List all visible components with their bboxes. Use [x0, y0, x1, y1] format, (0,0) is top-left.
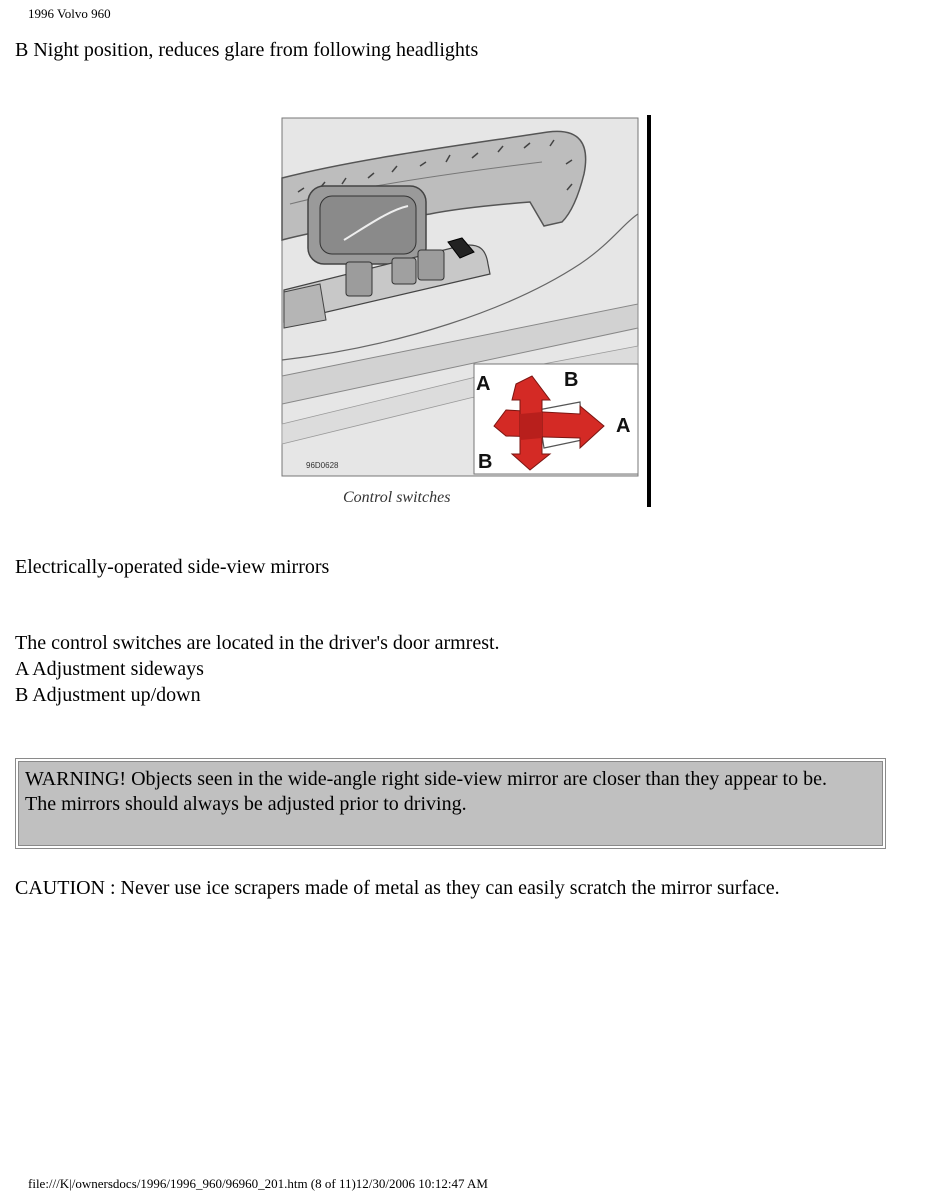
warning-adjust-text: The mirrors should always be adjusted prior to driving.: [25, 793, 467, 815]
figure-right-bar: [647, 115, 651, 507]
part-code: 96D0628: [306, 461, 339, 470]
warning-text: WARNING! Objects seen in the wide-angle right side-view mirror are closer than they appear to be.: [25, 768, 827, 790]
warning-content: [18, 761, 883, 846]
document-header: 1996 Volvo 960: [28, 6, 111, 21]
adjustment-a-text: A Adjustment sideways: [15, 658, 204, 680]
section-title: Electrically-operated side-view mirrors: [15, 556, 330, 578]
footer-file-path: file:///K|/ownersdocs/1996/1996_960/96960_201.htm (8 of 11)12/30/2006 10:12:47 AM: [28, 1176, 488, 1191]
door-armrest-illustration: [280, 114, 652, 508]
location-text: The control switches are located in the driver's door armrest.: [15, 632, 500, 654]
caution-text: CAUTION : Never use ice scrapers made of metal as they can easily scratch the mirror surface.: [15, 877, 780, 899]
warning-box: [15, 758, 886, 849]
control-switches-figure: [280, 114, 652, 508]
night-position-text: B Night position, reduces glare from following headlights: [15, 39, 479, 61]
label-a-right: A: [616, 415, 631, 437]
label-b-top: B: [564, 369, 579, 391]
adjustment-b-text: B Adjustment up/down: [15, 684, 201, 706]
section-body: [15, 630, 500, 708]
figure-caption: Control switches: [343, 489, 451, 506]
label-a-left: A: [476, 373, 491, 395]
label-b-bottom: B: [478, 451, 493, 473]
